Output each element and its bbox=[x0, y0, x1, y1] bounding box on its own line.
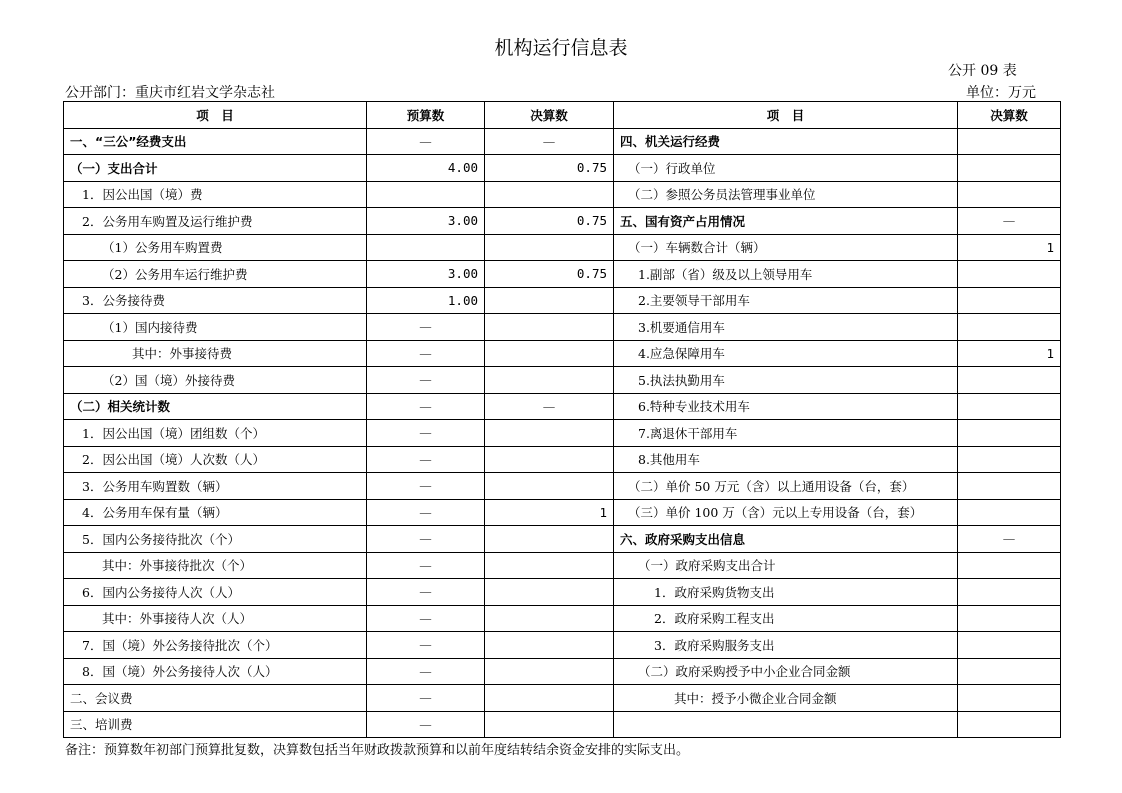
right-value: — bbox=[958, 526, 1061, 553]
table-row bbox=[64, 420, 1061, 447]
table-row bbox=[64, 711, 1061, 738]
budget-value: — bbox=[367, 128, 485, 155]
final-value: 0.75 bbox=[485, 261, 614, 288]
right-item bbox=[614, 711, 958, 738]
right-item: 五、国有资产占用情况 bbox=[614, 208, 958, 235]
budget-value: — bbox=[367, 685, 485, 712]
final-value bbox=[485, 314, 614, 341]
budget-value: 3.00 bbox=[367, 208, 485, 235]
right-value bbox=[958, 711, 1061, 738]
table-row bbox=[64, 287, 1061, 314]
header-item-right: 项 目 bbox=[614, 102, 958, 129]
right-value bbox=[958, 499, 1061, 526]
table-row bbox=[64, 367, 1061, 394]
budget-value: — bbox=[367, 552, 485, 579]
final-value bbox=[485, 473, 614, 500]
table-row bbox=[64, 658, 1061, 685]
right-item: 四、机关运行经费 bbox=[614, 128, 958, 155]
left-item: 2．因公出国（境）人次数（人） bbox=[64, 446, 367, 473]
table-row bbox=[64, 234, 1061, 261]
left-item: （1）国内接待费 bbox=[64, 314, 367, 341]
header-budget: 预算数 bbox=[367, 102, 485, 129]
final-value bbox=[485, 579, 614, 606]
right-item: 其中：授予小微企业合同金额 bbox=[614, 685, 958, 712]
right-item: 2．政府采购工程支出 bbox=[614, 605, 958, 632]
final-value bbox=[485, 446, 614, 473]
right-item: 1．政府采购货物支出 bbox=[614, 579, 958, 606]
form-number: 公开 09 表 bbox=[948, 63, 1017, 79]
right-item: （二）参照公务员法管理事业单位 bbox=[614, 181, 958, 208]
table-row bbox=[64, 393, 1061, 420]
table-row bbox=[64, 685, 1061, 712]
right-item: 六、政府采购支出信息 bbox=[614, 526, 958, 553]
final-value bbox=[485, 234, 614, 261]
table-row bbox=[64, 446, 1061, 473]
right-value bbox=[958, 314, 1061, 341]
left-item: 5．国内公务接待批次（个） bbox=[64, 526, 367, 553]
budget-value bbox=[367, 234, 485, 261]
final-value: — bbox=[485, 393, 614, 420]
right-item: （二）政府采购授予中小企业合同金额 bbox=[614, 658, 958, 685]
budget-value: — bbox=[367, 473, 485, 500]
left-item: 其中：外事接待费 bbox=[64, 340, 367, 367]
right-value bbox=[958, 155, 1061, 182]
budget-value: — bbox=[367, 420, 485, 447]
right-item: 3.机要通信用车 bbox=[614, 314, 958, 341]
table-row bbox=[64, 605, 1061, 632]
unit-label: 单位：万元 bbox=[966, 85, 1036, 101]
budget-value: 3.00 bbox=[367, 261, 485, 288]
right-value bbox=[958, 181, 1061, 208]
table-row bbox=[64, 208, 1061, 235]
right-value bbox=[958, 367, 1061, 394]
final-value bbox=[485, 632, 614, 659]
table-row bbox=[64, 473, 1061, 500]
budget-value bbox=[367, 181, 485, 208]
budget-value: — bbox=[367, 367, 485, 394]
left-item: 6．国内公务接待人次（人） bbox=[64, 579, 367, 606]
table-row bbox=[64, 499, 1061, 526]
final-value bbox=[485, 181, 614, 208]
header-final: 决算数 bbox=[485, 102, 614, 129]
right-item: 1.副部（省）级及以上领导用车 bbox=[614, 261, 958, 288]
left-item: 二、会议费 bbox=[64, 685, 367, 712]
final-value: — bbox=[485, 128, 614, 155]
final-value bbox=[485, 526, 614, 553]
left-item: 1．因公出国（境）团组数（个） bbox=[64, 420, 367, 447]
left-item: 2．公务用车购置及运行维护费 bbox=[64, 208, 367, 235]
final-value bbox=[485, 552, 614, 579]
right-value bbox=[958, 446, 1061, 473]
final-value bbox=[485, 420, 614, 447]
left-item: 8．国（境）外公务接待人次（人） bbox=[64, 658, 367, 685]
right-item: （三）单价 100 万（含）元以上专用设备（台，套） bbox=[614, 499, 958, 526]
right-item: 2.主要领导干部用车 bbox=[614, 287, 958, 314]
table-row bbox=[64, 181, 1061, 208]
right-value bbox=[958, 473, 1061, 500]
final-value: 0.75 bbox=[485, 208, 614, 235]
right-item: （二）单价 50 万元（含）以上通用设备（台，套） bbox=[614, 473, 958, 500]
left-item: （2）国（境）外接待费 bbox=[64, 367, 367, 394]
right-item: 5.执法执勤用车 bbox=[614, 367, 958, 394]
final-value bbox=[485, 367, 614, 394]
budget-value: — bbox=[367, 658, 485, 685]
budget-value: — bbox=[367, 340, 485, 367]
right-item: 3．政府采购服务支出 bbox=[614, 632, 958, 659]
budget-value: — bbox=[367, 314, 485, 341]
left-item: 4．公务用车保有量（辆） bbox=[64, 499, 367, 526]
budget-value: — bbox=[367, 393, 485, 420]
left-item: 其中：外事接待批次（个） bbox=[64, 552, 367, 579]
left-item: 3．公务用车购置数（辆） bbox=[64, 473, 367, 500]
table-row bbox=[64, 155, 1061, 182]
budget-value: 4.00 bbox=[367, 155, 485, 182]
right-item: 8.其他用车 bbox=[614, 446, 958, 473]
info-table bbox=[63, 101, 1061, 738]
right-item: （一）行政单位 bbox=[614, 155, 958, 182]
table-row bbox=[64, 579, 1061, 606]
right-value bbox=[958, 685, 1061, 712]
budget-value: — bbox=[367, 711, 485, 738]
left-item: 一、“三公”经费支出 bbox=[64, 128, 367, 155]
left-item: （一）支出合计 bbox=[64, 155, 367, 182]
right-item: （一）政府采购支出合计 bbox=[614, 552, 958, 579]
left-item: 其中：外事接待人次（人） bbox=[64, 605, 367, 632]
right-item: 7.离退休干部用车 bbox=[614, 420, 958, 447]
right-item: （一）车辆数合计（辆） bbox=[614, 234, 958, 261]
budget-value: — bbox=[367, 499, 485, 526]
right-value bbox=[958, 420, 1061, 447]
final-value bbox=[485, 287, 614, 314]
budget-value: — bbox=[367, 446, 485, 473]
table-row bbox=[64, 128, 1061, 155]
left-item: （二）相关统计数 bbox=[64, 393, 367, 420]
final-value bbox=[485, 340, 614, 367]
header-final-right: 决算数 bbox=[958, 102, 1061, 129]
right-item: 6.特种专业技术用车 bbox=[614, 393, 958, 420]
final-value bbox=[485, 711, 614, 738]
table-row bbox=[64, 314, 1061, 341]
budget-value: — bbox=[367, 579, 485, 606]
left-item: 3．公务接待费 bbox=[64, 287, 367, 314]
budget-value: 1.00 bbox=[367, 287, 485, 314]
left-item: 7．国（境）外公务接待批次（个） bbox=[64, 632, 367, 659]
left-item: （1）公务用车购置费 bbox=[64, 234, 367, 261]
table-row bbox=[64, 552, 1061, 579]
right-value: 1 bbox=[958, 234, 1061, 261]
right-value bbox=[958, 393, 1061, 420]
left-item: 1．因公出国（境）费 bbox=[64, 181, 367, 208]
right-value bbox=[958, 261, 1061, 288]
final-value bbox=[485, 685, 614, 712]
header-item: 项 目 bbox=[64, 102, 367, 129]
right-value bbox=[958, 552, 1061, 579]
final-value bbox=[485, 658, 614, 685]
table-row bbox=[64, 261, 1061, 288]
right-value: — bbox=[958, 208, 1061, 235]
right-value bbox=[958, 605, 1061, 632]
final-value bbox=[485, 605, 614, 632]
right-value bbox=[958, 287, 1061, 314]
right-item: 4.应急保障用车 bbox=[614, 340, 958, 367]
right-value bbox=[958, 579, 1061, 606]
department-label: 公开部门：重庆市红岩文学杂志社 bbox=[65, 85, 275, 101]
right-value bbox=[958, 632, 1061, 659]
left-item: 三、培训费 bbox=[64, 711, 367, 738]
budget-value: — bbox=[367, 632, 485, 659]
final-value: 0.75 bbox=[485, 155, 614, 182]
right-value: 1 bbox=[958, 340, 1061, 367]
table-row bbox=[64, 526, 1061, 553]
table-row bbox=[64, 632, 1061, 659]
page-title: 机构运行信息表 bbox=[494, 37, 628, 59]
table-row bbox=[64, 340, 1061, 367]
left-item: （2）公务用车运行维护费 bbox=[64, 261, 367, 288]
final-value: 1 bbox=[485, 499, 614, 526]
right-value bbox=[958, 658, 1061, 685]
budget-value: — bbox=[367, 605, 485, 632]
header-row bbox=[64, 102, 1061, 129]
footnote: 备注：预算数年初部门预算批复数，决算数包括当年财政拨款预算和以前年度结转结余资金安排的实际支出。 bbox=[65, 743, 690, 758]
budget-value: — bbox=[367, 526, 485, 553]
right-value bbox=[958, 128, 1061, 155]
